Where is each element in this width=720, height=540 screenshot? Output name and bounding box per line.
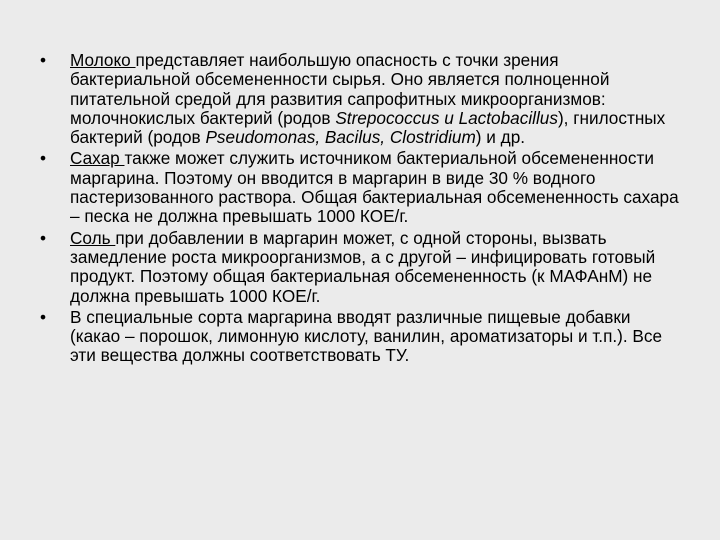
bullet-item-milk xyxy=(40,51,680,147)
bullet-item-sugar xyxy=(40,149,680,226)
item-text: представляет наибольшую опасность с точки зрения бактериальной обсемененности сырья. Оно является полноценной питательной средой для развития сапрофитных микроорганизмов: молочнокислых бактерий (родов xyxy=(70,50,610,128)
genus-names-lactic: Strepococcus u Lactobacillus xyxy=(335,107,558,128)
bullet-item-additives xyxy=(40,308,680,366)
item-text: ) и др. xyxy=(475,127,526,148)
bullet-marker: • xyxy=(40,148,47,169)
bullet-marker: • xyxy=(40,227,47,248)
genus-names-putrefactive: Pseudomonas, Bacilus, Clostridium xyxy=(205,127,476,148)
bullet-marker: • xyxy=(40,50,47,70)
item-text: В специальные сорта маргарина вводят различные пищевые добавки (какао – порошок, лимонную кислоту, ванилин, ароматизаторы и т.п.). Все эти вещества должны соответствовать ТУ. xyxy=(70,306,663,366)
term-sugar: Сахар xyxy=(70,148,125,169)
term-salt: Соль xyxy=(70,227,116,248)
bullet-marker: • xyxy=(40,306,47,327)
item-text: ), гнилостных бактерий (родов xyxy=(70,107,666,148)
item-text: также может служить источником бактериальной обсемененности маргарина. Поэтому он вводится в маргарин в виде 30 % водного пастеризованного раствора. Общая бактериальная обсемененность сахара – песка не должна превышать 1000 КОЕ/г. xyxy=(70,148,679,227)
bullet-list xyxy=(40,51,680,368)
item-text: при добавлении в маргарин может, с одной стороны, вызвать замедление роста микроорганизмов, а с другой – инфицировать готовый продукт. Поэтому общая бактериальная обсемененность (к МАФАнМ) не должна превышать 1000 КОЕ/г. xyxy=(70,227,656,306)
term-milk: Молоко xyxy=(70,50,136,70)
bullet-item-salt xyxy=(40,229,680,306)
